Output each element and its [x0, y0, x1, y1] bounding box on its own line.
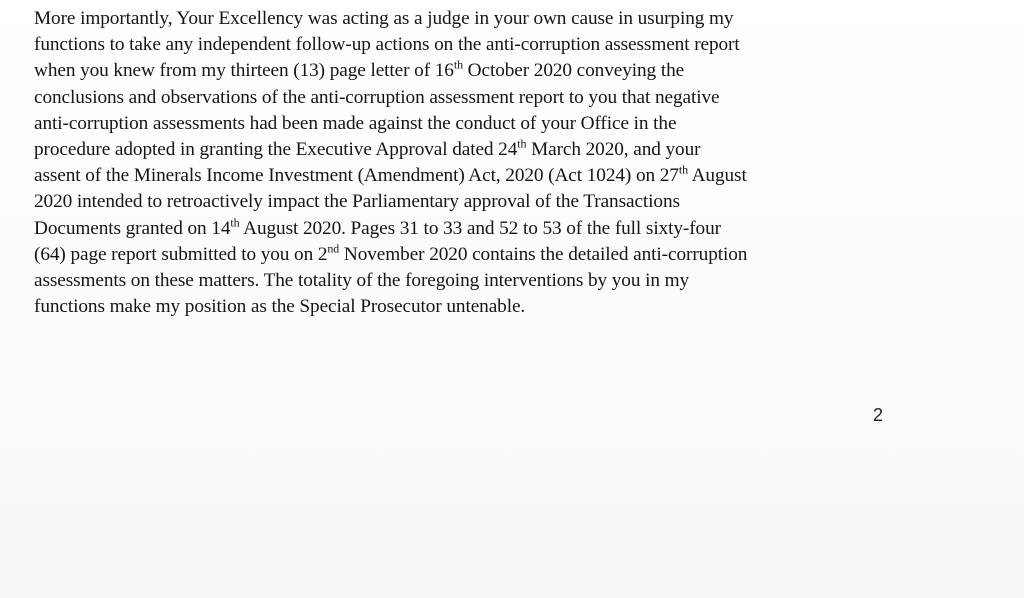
text-segment: anti-corruption assessments had been made against the conduct of your Office in the [34, 112, 677, 134]
text-line [34, 32, 914, 58]
text-segment: procedure adopted in granting the Executive Approval dated 24 [34, 139, 518, 161]
text-segment: Documents granted on 14 [34, 217, 231, 239]
ordinal-suffix: th [517, 136, 527, 151]
text-segment: functions make my position as the Special Prosecutor untenable. [34, 296, 526, 318]
ordinal-suffix: th [453, 58, 463, 72]
text-segment: More importantly, Your Excellency was acting as a judge in your own cause in usurping my [34, 8, 734, 29]
text-segment: functions to take any independent follow-up actions on the anti-corruption assessment report [34, 34, 740, 56]
ordinal-suffix: th [230, 215, 240, 230]
text-line [34, 85, 914, 111]
page-number: 2 [873, 405, 884, 425]
text-line [34, 6, 914, 32]
text-line [34, 216, 914, 242]
text-segment: October 2020 conveying the [462, 60, 685, 82]
text-segment: assessments on these matters. The totality of the foregoing interventions by you in my [34, 270, 690, 292]
ordinal-suffix: th [678, 162, 688, 177]
text-segment: 2020 intended to retroactively impact the Parliamentary approval of the Transactions [34, 191, 680, 213]
text-line [34, 268, 914, 294]
text-line [34, 58, 914, 84]
text-line [34, 294, 914, 320]
text-line [34, 111, 914, 137]
text-line [34, 137, 914, 163]
text-segment: assent of the Minerals Income Investment (Amendment) Act, 2020 (Act 1024) on 27 [34, 165, 679, 187]
text-line [34, 242, 914, 268]
text-line [34, 163, 914, 189]
body-paragraph [34, 6, 914, 320]
text-segment: March 2020, and your [526, 139, 701, 161]
text-segment: conclusions and observations of the anti-corruption assessment report to you that negative [34, 86, 720, 108]
text-segment: (64) page report submitted to you on 2 [34, 243, 328, 265]
ordinal-suffix: nd [327, 241, 340, 256]
text-segment: November 2020 contains the detailed anti-corruption [339, 243, 748, 265]
text-segment: August 2020. Pages 31 to 33 and 52 to 53 of the full sixty-four [239, 217, 721, 239]
text-line [34, 189, 914, 215]
text-segment: when you knew from my thirteen (13) page letter of 16 [34, 60, 454, 82]
text-segment: August [687, 165, 747, 187]
